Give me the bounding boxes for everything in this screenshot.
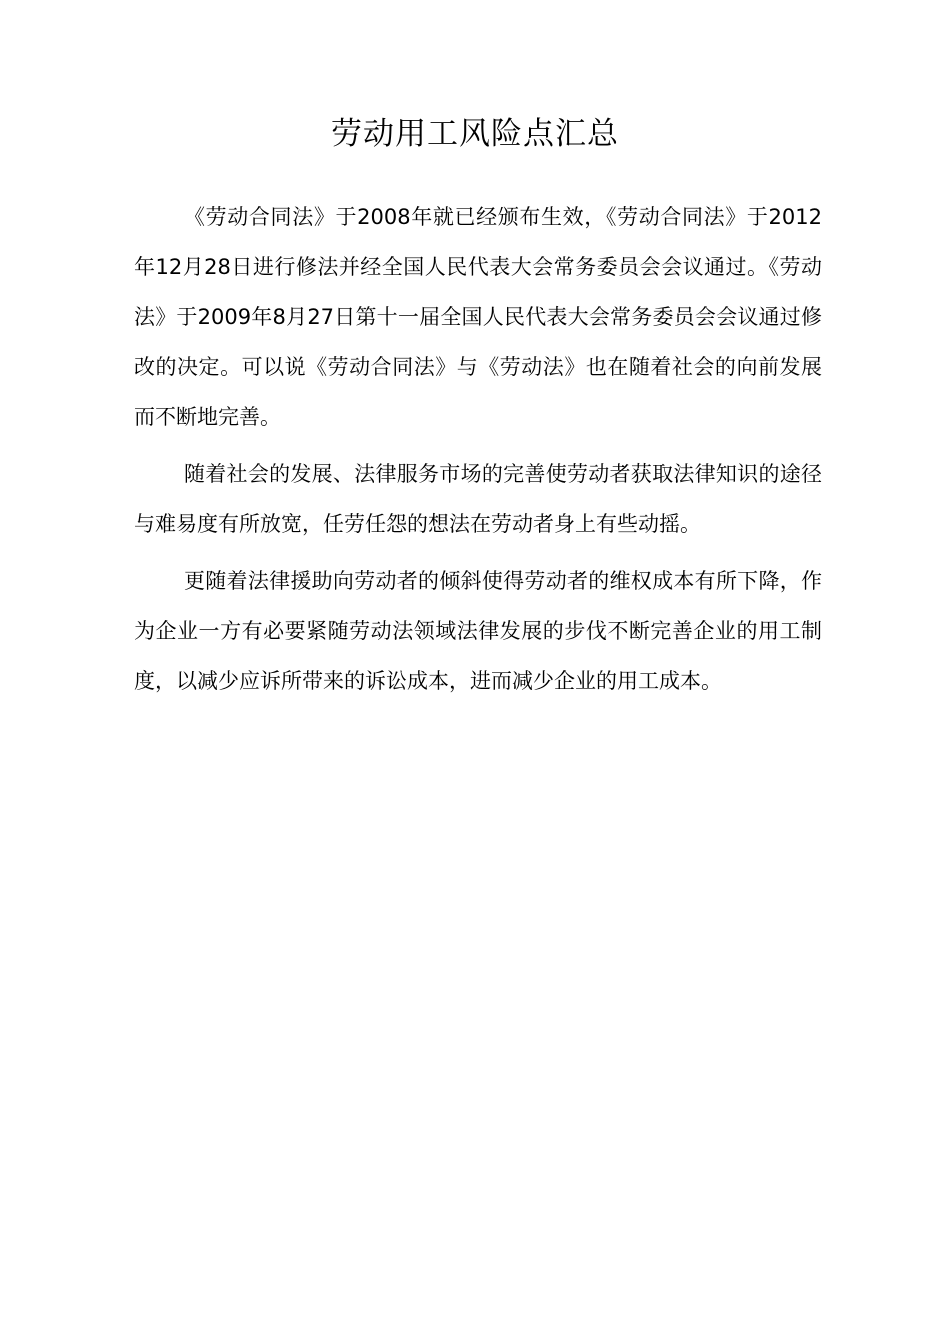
paragraph-social-development: 随着社会的发展、法律服务市场的完善使劳动者获取法律知识的途径与难易度有所放宽，任劳任怨的想法在劳动者身上有些动摇。 [134,462,822,536]
document-title: 劳动用工风险点汇总 [331,116,619,152]
paragraph-law-history: 《劳动合同法》于2008年就已经颁布生效，《劳动合同法》于2012年12月28日进行修法并经全国人民代表大会常务委员会会议通过。《劳动法》于2009年8月27日第十一届全国人民代表大会常务委员会会议通过修改的决定。可以说《劳动合同法》与《劳动法》也在随着社会的向前发展而不断地完善。 [134,205,822,429]
paragraph-legal-aid: 更随着法律援助向劳动者的倾斜使得劳动者的维权成本有所下降，作为企业一方有必要紧随劳动法领域法律发展的步伐不断完善企业的用工制度，以减少应诉所带来的诉讼成本，进而减少企业的用工成本。 [134,569,822,693]
document-body [134,192,822,713]
